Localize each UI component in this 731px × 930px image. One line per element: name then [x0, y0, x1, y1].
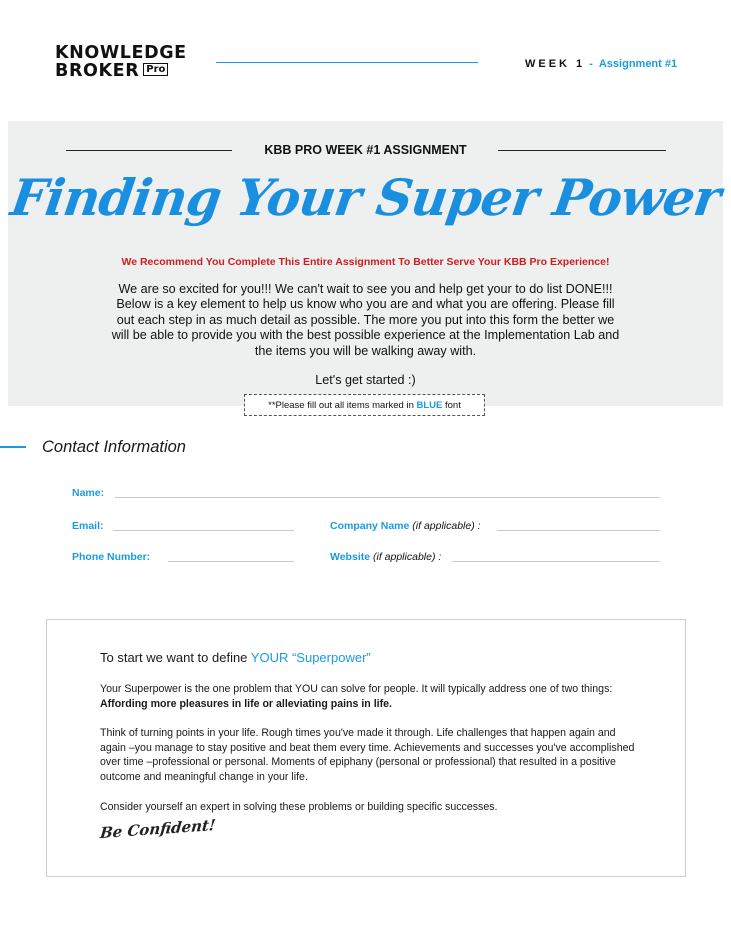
- superpower-paragraph-2: Think of turning points in your life. Rough times you've made it through. Life challenges that happen again and again –you manage to stay positive and beat them every time. Achievements and successes you've accomplished over time –professional or personal. Moments of epiphany (personal or professional) that resulted in a positive outcome and meaningful change in your life.: [100, 727, 635, 783]
- get-started-text: Let's get started :): [315, 373, 416, 387]
- signature: Be Confident!: [99, 815, 217, 843]
- company-hint: (if applicable) :: [412, 520, 481, 532]
- superpower-p1-bold: Affording more pleasures in life or alleviating pains in life.: [100, 697, 392, 710]
- name-label: Name:: [72, 487, 105, 499]
- week-label: WEEK 1: [525, 58, 586, 70]
- website-hint: (if applicable) :: [373, 551, 442, 563]
- logo-badge: Pro: [143, 63, 168, 76]
- note-highlight: BLUE: [416, 400, 443, 411]
- company-label-text: Company Name: [330, 520, 410, 532]
- logo-line1: KNOWLEDGE: [55, 43, 187, 63]
- phone-field[interactable]: [168, 561, 294, 562]
- phone-label: Phone Number:: [72, 551, 151, 563]
- company-field[interactable]: [497, 530, 660, 531]
- week-separator: -: [589, 58, 593, 70]
- logo-line2: [55, 62, 187, 80]
- superpower-p1-text: Your Superpower is the one problem that YOU can solve for people. It will typically address one of two things:: [100, 683, 613, 695]
- superpower-paragraph-3: Consider yourself an expert in solving these problems or building specific successes.: [100, 801, 498, 813]
- company-label: [330, 520, 481, 532]
- superpower-heading-highlight: YOUR “Superpower”: [250, 650, 371, 665]
- recommendation-text: We Recommend You Complete This Entire Assignment To Better Serve Your KBB Pro Experience!: [121, 256, 610, 268]
- week-indicator: [525, 58, 677, 70]
- superpower-heading: [100, 650, 371, 665]
- superpower-heading-prefix: To start we want to define: [100, 650, 251, 665]
- contact-accent-bar: [0, 446, 26, 448]
- intro-paragraph: We are so excited for you!!! We can't wait to see you and help get your to do list DONE!!! Below is a key element to help us know who you are and what you are offering. Please fill out each step in as much detail as possible. The more you put into this form the better we will be able to provide you with the best possible experience at the Implementation Lab and the items you will be walking away with.: [111, 282, 620, 358]
- blue-font-note: [244, 394, 485, 416]
- website-field[interactable]: [452, 561, 660, 562]
- assignment-label: Assignment #1: [598, 58, 678, 70]
- website-label-text: Website: [330, 551, 371, 563]
- panel-title: KBB PRO WEEK #1 ASSIGNMENT: [264, 143, 467, 157]
- website-label: [330, 551, 441, 563]
- logo-line2-text: BROKER: [55, 61, 140, 81]
- email-field[interactable]: [113, 530, 294, 531]
- superpower-paragraph-1: [100, 682, 640, 711]
- note-prefix: **Please fill out all items marked in: [268, 400, 417, 411]
- script-title: Finding Your Super Power: [7, 168, 724, 227]
- email-label: Email:: [72, 520, 104, 532]
- note-suffix: font: [442, 400, 461, 411]
- contact-title: Contact Information: [42, 438, 186, 456]
- logo: [55, 44, 187, 80]
- name-field[interactable]: [115, 497, 660, 498]
- header-divider: [216, 62, 478, 63]
